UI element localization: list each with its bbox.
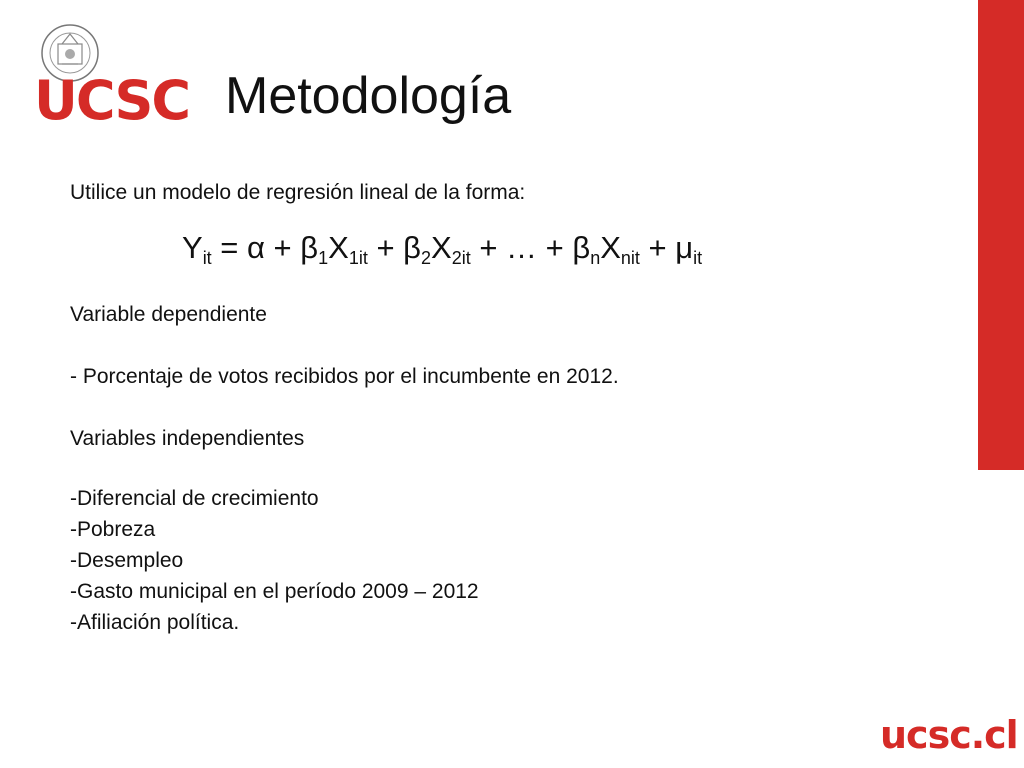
formula-plus3: + … + β — [470, 230, 591, 265]
formula-y: Y — [182, 230, 203, 265]
list-item: -Pobreza — [70, 518, 156, 541]
slide-title: Metodología — [225, 67, 512, 125]
decorative-red-bar — [978, 0, 1024, 470]
formula-xn: X — [600, 230, 621, 265]
formula-x1: X — [328, 230, 349, 265]
formula-x2: X — [431, 230, 452, 265]
list-item: -Desempleo — [70, 549, 184, 572]
list-item: -Afiliación política. — [70, 611, 240, 634]
intro-text: Utilice un modelo de regresión lineal de la forma: — [70, 181, 526, 204]
formula-x1-sub: 1it — [348, 248, 368, 268]
formula-xn-sub: nit — [620, 248, 640, 268]
list-item: -Gasto municipal en el período 2009 – 2012 — [70, 580, 479, 603]
formula-b1-sub: 1 — [318, 248, 329, 268]
formula-mu-sub: it — [693, 248, 703, 268]
website-logo: ucsc.cl — [880, 713, 1018, 757]
list-item: -Diferencial de crecimiento — [70, 487, 319, 510]
formula-plus2: + β — [367, 230, 421, 265]
formula-eq: = α + β — [211, 230, 319, 265]
regression-formula — [182, 232, 702, 267]
formula-y-sub: it — [202, 248, 212, 268]
formula-bn-sub: n — [590, 248, 601, 268]
formula-x2-sub: 2it — [451, 248, 471, 268]
formula-b2-sub: 2 — [421, 248, 432, 268]
formula-plus4: + μ — [639, 230, 694, 265]
ucsc-logo: UCSC — [34, 69, 190, 132]
dependent-heading: Variable dependiente — [70, 303, 267, 326]
independent-heading: Variables independientes — [70, 427, 305, 450]
dependent-item: - Porcentaje de votos recibidos por el incumbente en 2012. — [70, 365, 619, 388]
